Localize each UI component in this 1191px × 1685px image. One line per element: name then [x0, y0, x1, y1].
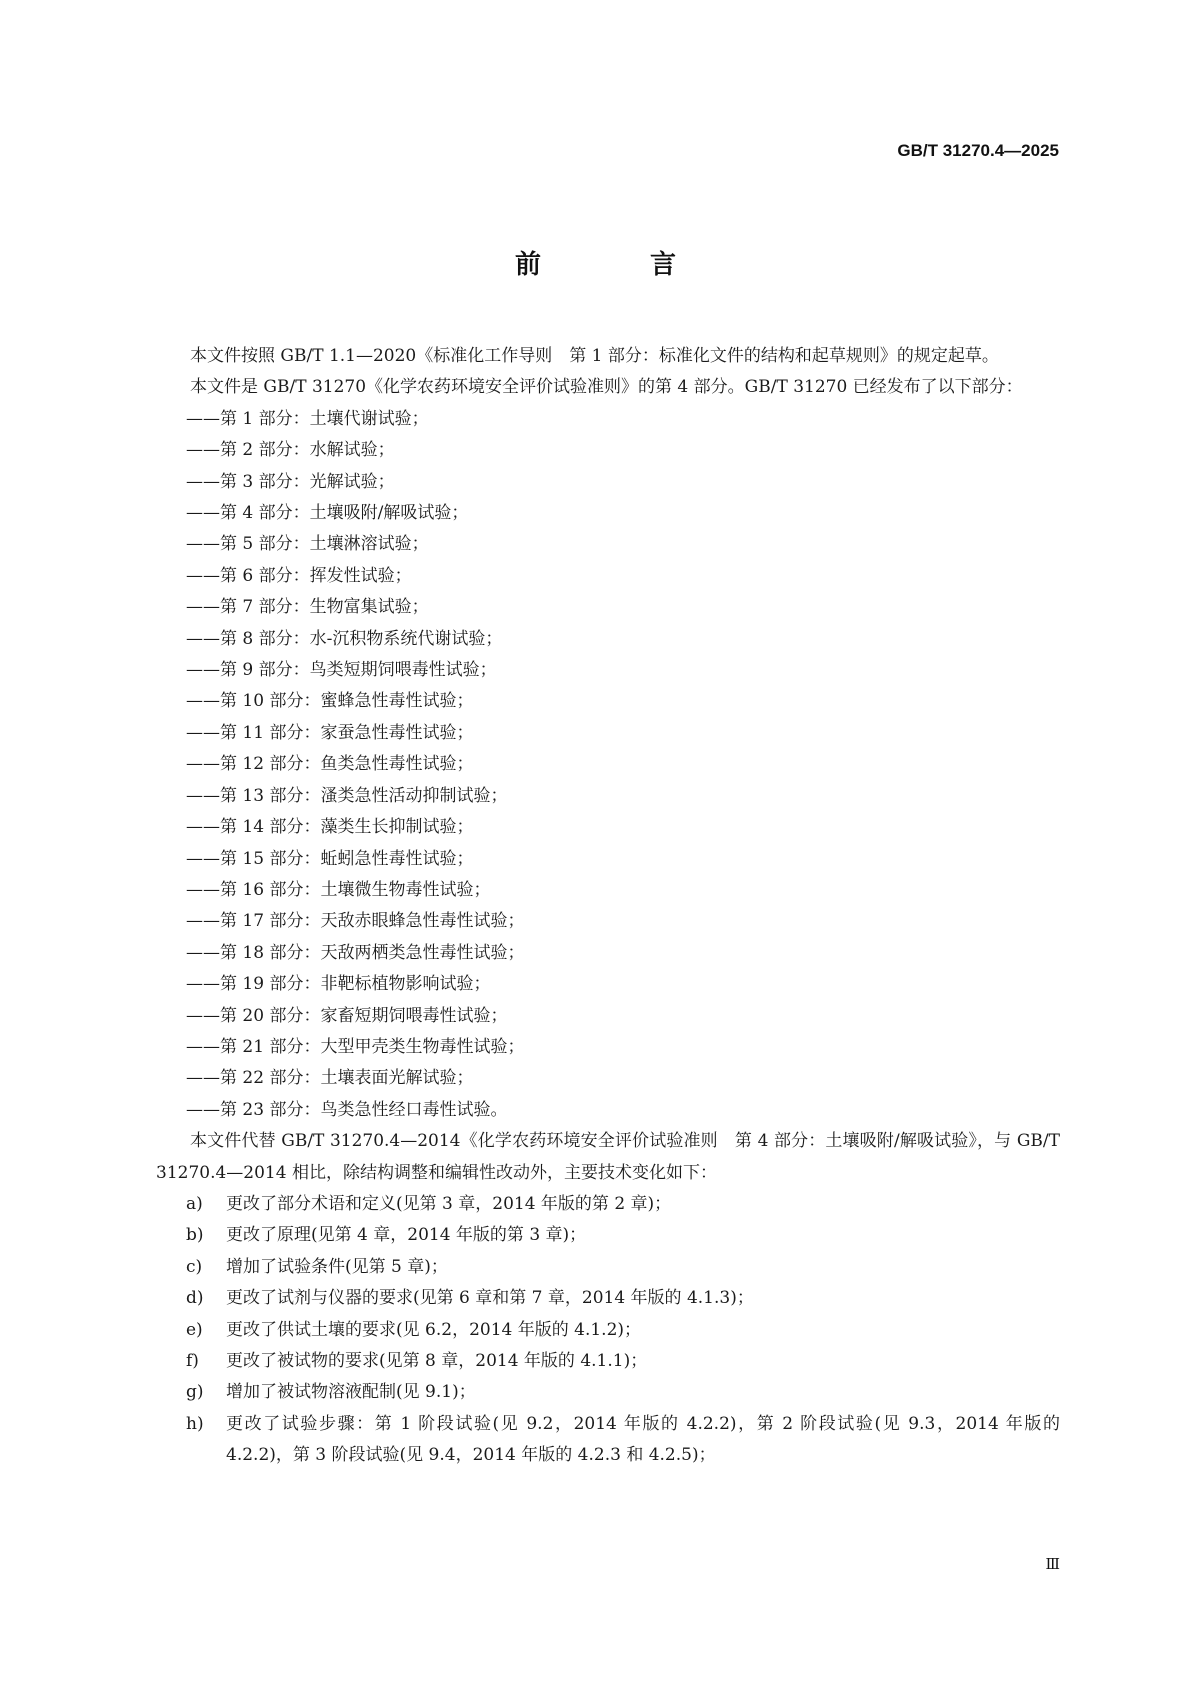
- list-item: ——第 8 部分：水-沉积物系统代谢试验；: [186, 628, 503, 649]
- change-item: [156, 1346, 1060, 1377]
- list-item: ——第 13 部分：溞类急性活动抑制试验；: [186, 785, 508, 806]
- list-marker: g): [186, 1382, 204, 1403]
- change-text: 更改了供试土壤的要求(见 6.2，2014 年版的 4.1.2)；: [226, 1319, 642, 1340]
- changes-list: [156, 1189, 1060, 1472]
- replace-paragraph: 本文件代替 GB/T 31270.4—2014《化学农药环境安全评价试验准则 第 4 部分：土壤吸附/解吸试验》，与 GB/T 31270.4—2014 相比，除结构调整和编辑性改动外，主要技术变化如下：: [156, 1131, 1060, 1183]
- list-item: ——第 22 部分：土壤表面光解试验；: [186, 1068, 474, 1089]
- document-number: GB/T 31270.4—2025: [897, 141, 1059, 160]
- page-number: Ⅲ: [1045, 1555, 1060, 1573]
- page-title: 前 言: [514, 250, 727, 280]
- change-item: [156, 1283, 1060, 1314]
- list-marker: e): [186, 1319, 203, 1340]
- list-item: ——第 21 部分：大型甲壳类生物毒性试验；: [186, 1036, 525, 1057]
- list-item: ——第 2 部分：水解试验；: [186, 440, 395, 461]
- list-marker: b): [186, 1225, 204, 1246]
- list-item: ——第 11 部分：家蚕急性毒性试验；: [186, 722, 474, 743]
- change-text: 增加了被试物溶液配制(见 9.1)；: [226, 1382, 476, 1403]
- list-marker: c): [186, 1256, 203, 1277]
- change-item: [156, 1377, 1060, 1408]
- list-item: ——第 4 部分：土壤吸附/解吸试验；: [186, 503, 469, 524]
- intro-paragraph: 本文件是 GB/T 31270《化学农药环境安全评价试验准则》的第 4 部分。GB/T 31270 已经发布了以下部分：: [190, 377, 1023, 398]
- list-marker: d): [186, 1288, 204, 1309]
- list-item: ——第 15 部分：蚯蚓急性毒性试验；: [186, 848, 474, 869]
- list-item: ——第 7 部分：生物富集试验；: [186, 597, 429, 618]
- parts-list: [156, 404, 1060, 1126]
- document-body: [156, 341, 1060, 1472]
- change-item: [156, 1220, 1060, 1251]
- change-item: [156, 1409, 1060, 1472]
- change-item: [156, 1189, 1060, 1220]
- list-item: ——第 23 部分：鸟类急性经口毒性试验。: [186, 1099, 508, 1120]
- list-marker: h): [186, 1413, 204, 1434]
- change-text: 增加了试验条件(见第 5 章)；: [226, 1256, 448, 1277]
- list-item: ——第 5 部分：土壤淋溶试验；: [186, 534, 429, 555]
- list-item: ——第 12 部分：鱼类急性毒性试验；: [186, 754, 474, 775]
- list-item: ——第 18 部分：天敌两栖类急性毒性试验；: [186, 942, 525, 963]
- change-text: 更改了试验步骤：第 1 阶段试验(见 9.2，2014 年版的 4.2.2)，第 2 阶段试验(见 9.3，2014 年版的 4.2.2)，第 3 阶段试验(见 9.4，2014 年版的 4.2.3 和 4.2.5)；: [226, 1413, 1060, 1466]
- intro-paragraph: 本文件按照 GB/T 1.1—2020《标准化工作导则 第 1 部分：标准化文件的结构和起草规则》的规定起草。: [190, 346, 999, 366]
- change-text: 更改了原理(见第 4 章，2014 年版的第 3 章)；: [226, 1225, 587, 1246]
- list-item: ——第 16 部分：土壤微生物毒性试验；: [186, 879, 491, 900]
- list-marker: a): [186, 1193, 203, 1214]
- change-text: 更改了被试物的要求(见第 8 章，2014 年版的 4.1.1)；: [226, 1351, 648, 1371]
- list-item: ——第 19 部分：非靶标植物影响试验；: [186, 974, 491, 995]
- change-item: [156, 1252, 1060, 1283]
- list-item: ——第 9 部分：鸟类短期饲喂毒性试验；: [186, 660, 497, 681]
- list-item: ——第 3 部分：光解试验；: [186, 471, 395, 492]
- list-item: ——第 6 部分：挥发性试验；: [186, 565, 412, 586]
- change-item: [156, 1315, 1060, 1346]
- change-text: 更改了部分术语和定义(见第 3 章，2014 年版的第 2 章)；: [226, 1193, 672, 1214]
- list-item: ——第 20 部分：家畜短期饲喂毒性试验；: [186, 1005, 508, 1026]
- list-item: ——第 1 部分：土壤代谢试验；: [186, 408, 429, 429]
- list-item: ——第 17 部分：天敌赤眼蜂急性毒性试验；: [186, 911, 525, 932]
- list-item: ——第 10 部分：蜜蜂急性毒性试验；: [186, 691, 474, 712]
- list-item: ——第 14 部分：藻类生长抑制试验；: [186, 817, 474, 838]
- change-text: 更改了试剂与仪器的要求(见第 6 章和第 7 章，2014 年版的 4.1.3)；: [226, 1288, 754, 1309]
- list-marker: f): [186, 1351, 199, 1371]
